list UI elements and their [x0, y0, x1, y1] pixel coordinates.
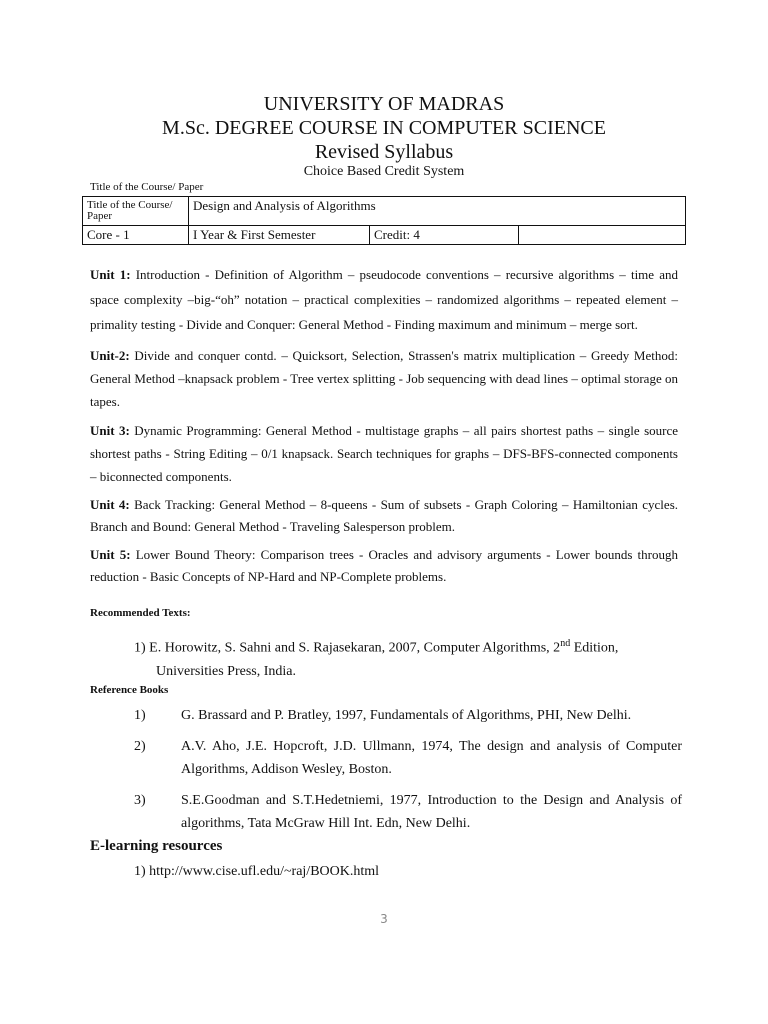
course-title-cell: Design and Analysis of Algorithms: [189, 197, 686, 226]
recommended-text-edition: Edition,: [570, 640, 619, 656]
unit-paragraph: [90, 494, 678, 538]
superscript: nd: [560, 638, 571, 649]
reference-item: [134, 704, 682, 727]
list-number: 2): [134, 739, 146, 754]
empty-cell: [519, 226, 686, 245]
unit-paragraph: [90, 344, 678, 413]
page-number: 3: [380, 912, 388, 926]
unit-label: Unit 3:: [90, 423, 130, 438]
list-number: 1): [134, 640, 146, 656]
unit-paragraph: [90, 419, 678, 488]
unit-text: Back Tracking: General Method – 8-queens - Sum of subsets - Graph Coloring – Hamiltonian cycles. Branch and Bound: General Method - Traveling Salesperson problem.: [90, 497, 678, 534]
unit-paragraph: [90, 544, 678, 588]
reference-item: [134, 789, 682, 835]
university-title: UNIVERSITY OF MADRAS: [263, 93, 505, 115]
unit-label: Unit 5:: [90, 547, 131, 562]
recommended-text-item: [134, 632, 694, 683]
list-number: 3): [134, 793, 146, 808]
reference-text: A.V. Aho, J.E. Hopcroft, J.D. Ullmann, 1974, The design and analysis of Computer Algorithms, Addison Wesley, Boston.: [181, 739, 682, 777]
degree-title: M.Sc. DEGREE COURSE IN COMPUTER SCIENCE: [162, 117, 606, 139]
reference-text: S.E.Goodman and S.T.Hedetniemi, 1977, Introduction to the Design and Analysis of algorithms, Tata McGraw Hill Int. Edn, New Delhi.: [181, 793, 682, 831]
table-row: [83, 226, 686, 245]
revised-syllabus-title: Revised Syllabus: [314, 141, 454, 163]
unit-text: Divide and conquer contd. – Quicksort, Selection, Strassen's matrix multiplication – Greedy Method: General Method –knapsack problem - Tree vertex splitting - Job sequencing with dead lines – optimal storage on tapes.: [90, 348, 678, 409]
list-number: 1): [134, 708, 146, 723]
recommended-texts-heading: Recommended Texts:: [90, 607, 191, 619]
credit-system-subtitle: Choice Based Credit System: [303, 164, 465, 179]
title-label-cell: Title of the Course/ Paper: [83, 197, 189, 226]
reference-books-heading: Reference Books: [90, 684, 169, 696]
reference-text: G. Brassard and P. Bratley, 1997, Fundamentals of Algorithms, PHI, New Delhi.: [181, 708, 632, 723]
unit-label: Unit 1:: [90, 267, 131, 282]
unit-text: Dynamic Programming: General Method - multistage graphs – all pairs shortest paths – single source shortest paths - String Editing – 0/1 knapsack. Search techniques for graphs – DFS-BFS-connected components – biconnected components.: [90, 423, 678, 484]
table-row: [83, 197, 686, 226]
unit-text: Lower Bound Theory: Comparison trees - Oracles and advisory arguments - Lower bounds through reduction - Basic Concepts of NP-Hard and NP-Complete problems.: [90, 547, 678, 584]
list-number: 1): [134, 864, 146, 879]
elearning-heading: E-learning resources: [90, 838, 223, 854]
recommended-text: E. Horowitz, S. Sahni and S. Rajasekaran, 2007, Computer Algorithms, 2: [145, 640, 561, 656]
unit-label: Unit-2:: [90, 348, 130, 363]
unit-paragraph: [90, 262, 678, 337]
core-cell: Core - 1: [83, 226, 189, 245]
credit-cell: Credit: 4: [370, 226, 519, 245]
unit-label: Unit 4:: [90, 497, 130, 512]
reference-item: [134, 735, 682, 781]
course-info-table: [82, 196, 686, 245]
course-table-caption: Title of the Course/ Paper: [90, 181, 204, 193]
elearning-link[interactable]: http://www.cise.ufl.edu/~raj/BOOK.html: [149, 864, 380, 879]
elearning-item: [134, 864, 379, 880]
units-section: [90, 262, 678, 594]
year-semester-cell: I Year & First Semester: [189, 226, 370, 245]
unit-text: Introduction - Definition of Algorithm – pseudocode conventions – recursive algorithms – time and space complexity –big-“oh” notation – practical complexities – randomized algorithms – repeated element – primality testing - Divide and Conquer: General Method - Finding maximum and minimum – merge sort.: [90, 267, 678, 332]
recommended-text-continuation: Universities Press, India.: [156, 663, 296, 679]
